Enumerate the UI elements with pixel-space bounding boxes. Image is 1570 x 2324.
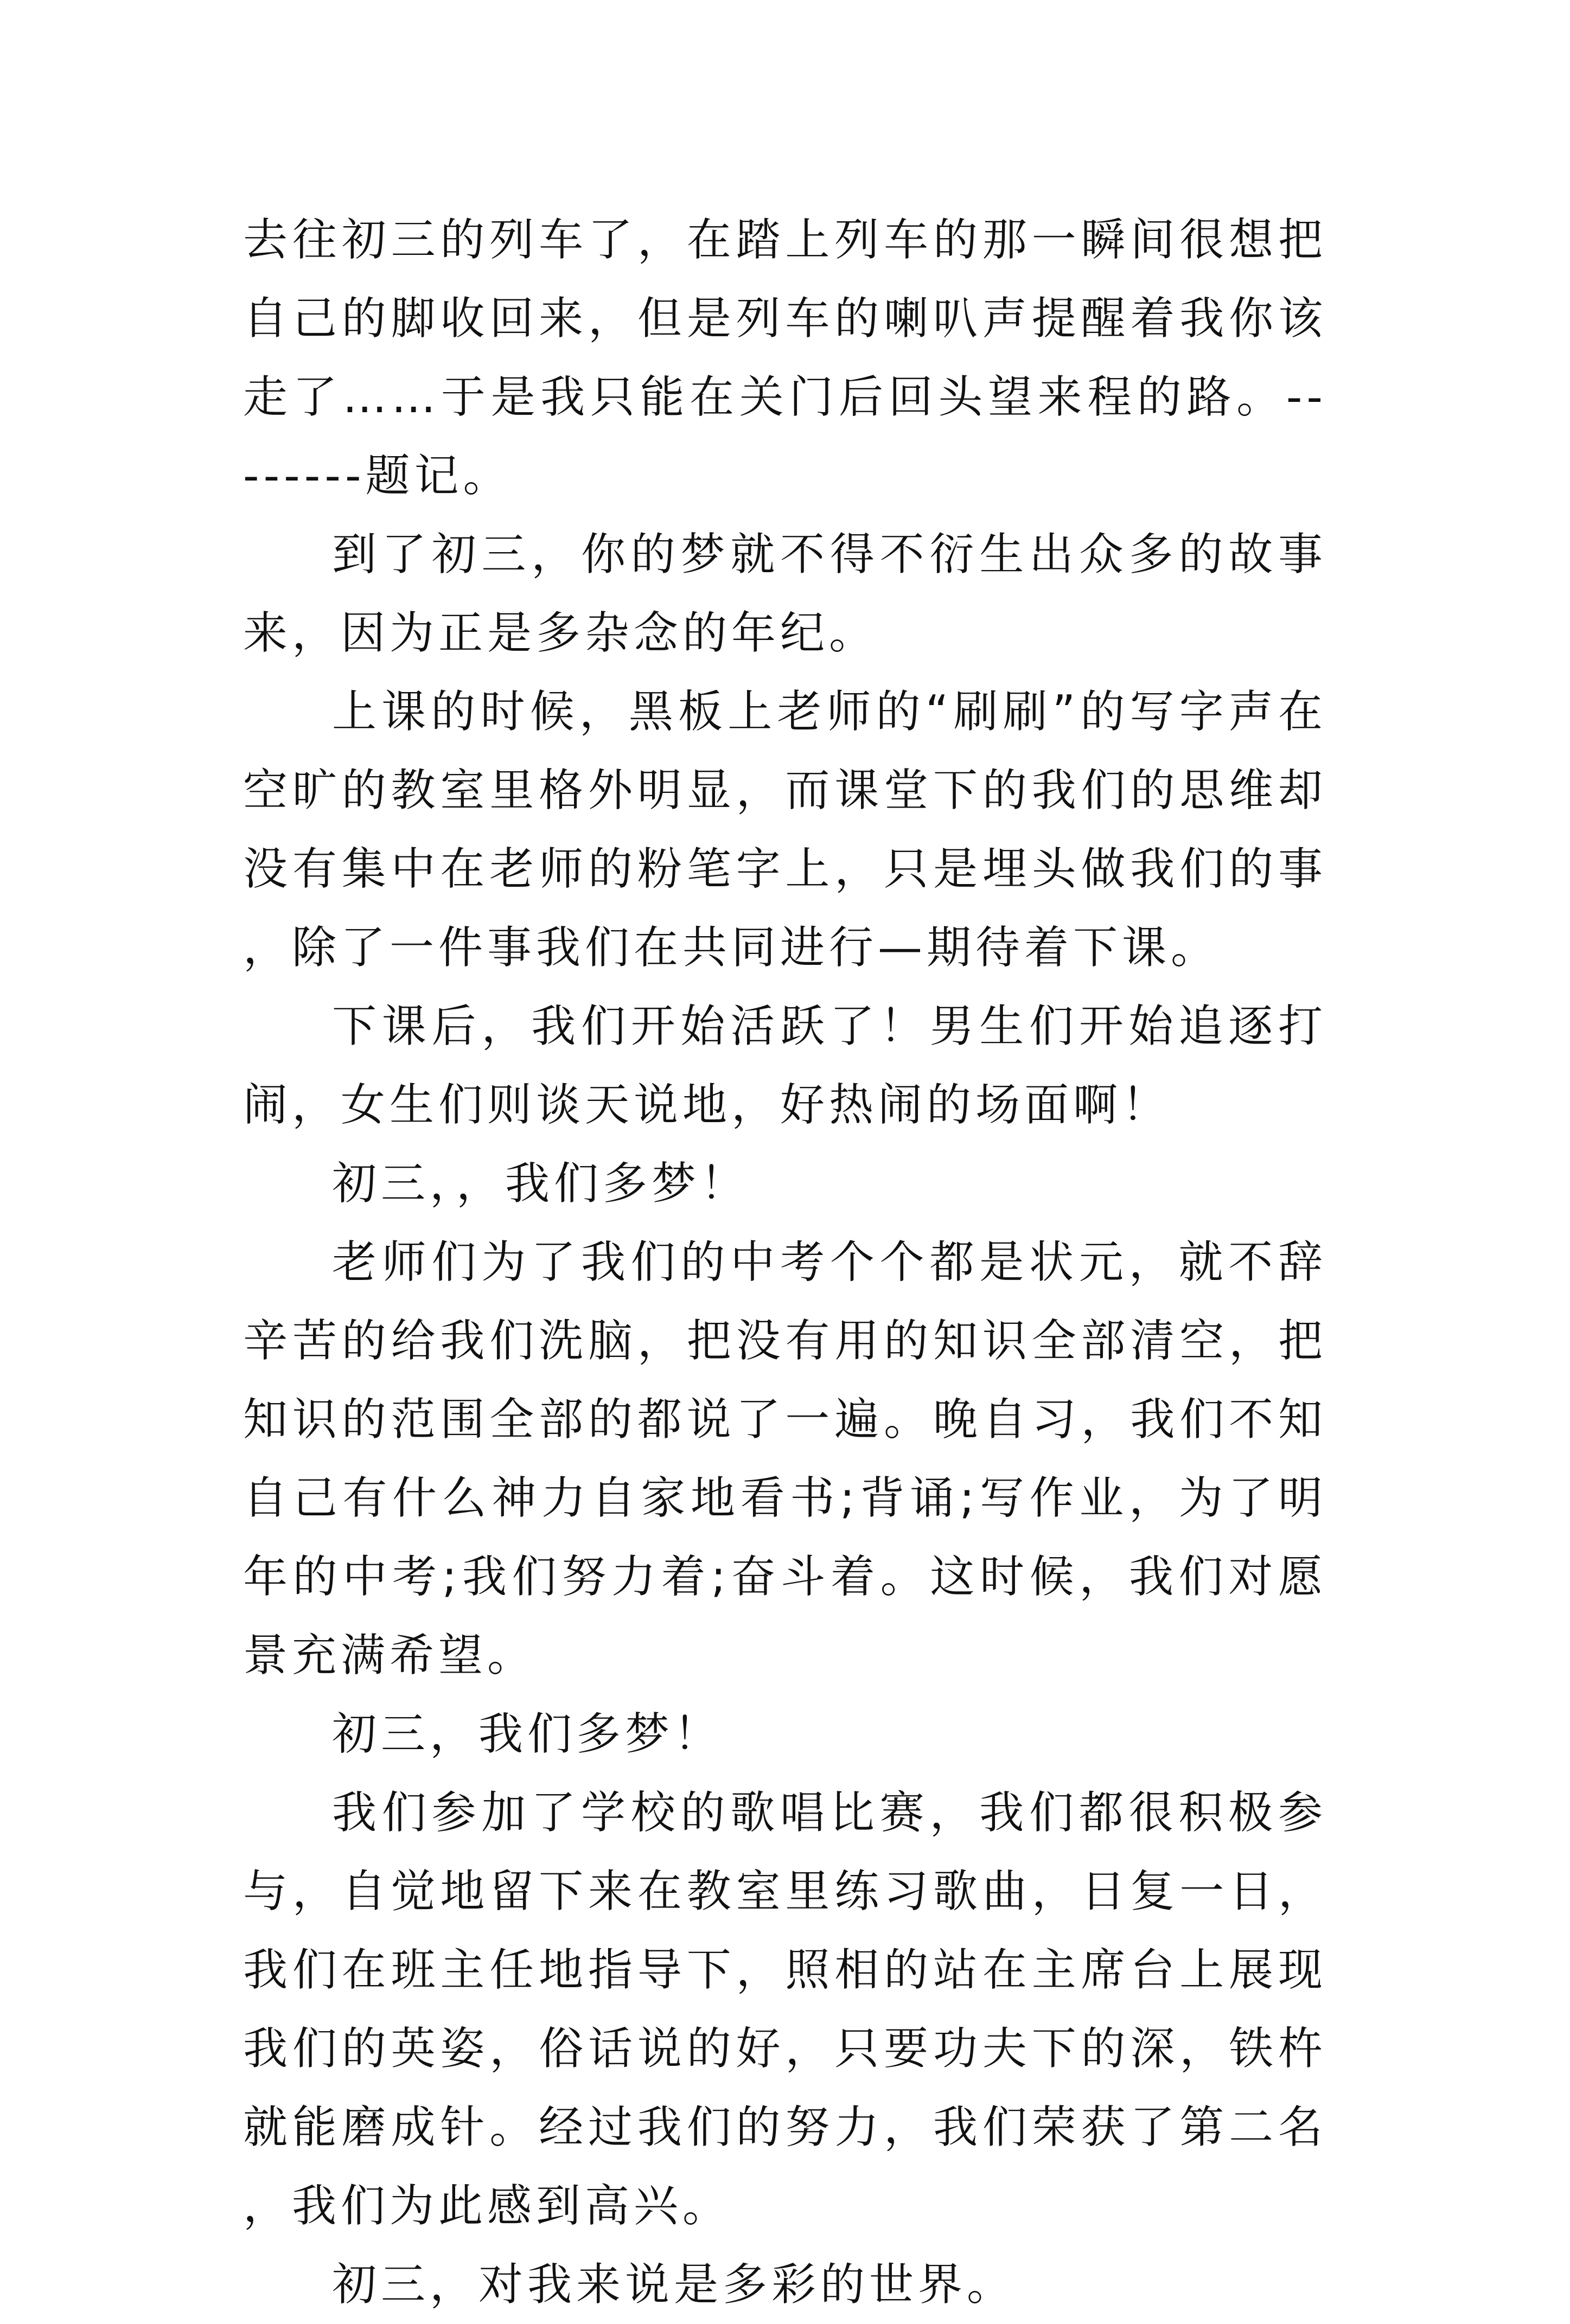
paragraph: 我们参加了学校的歌唱比赛，我们都很积极参与，自觉地留下来在教室里练习歌曲，日复一日，我们在班主任地指导下，照相的站在主席台上展现我们的英姿，俗话说的好，只要功夫下的深，铁杵就能磨成针。经过我们的努力，我们荣获了第二名，我们为此感到高兴。 (243, 1787, 1327, 2232)
paragraph: 初三，对我来说是多彩的世界。 (332, 2259, 1016, 2310)
paragraph: 初三，我们多梦！ (332, 1708, 723, 1760)
paragraph: 下课后，我们开始活跃了！男生们开始追逐打闹，女生们则谈天说地，好热闹的场面啊！ (243, 1001, 1327, 1131)
paragraph: 到了初三，你的梦就不得不衍生出众多的故事来，因为正是多杂念的年纪。 (243, 529, 1327, 659)
paragraph-epigraph: 去往初三的列车了，在踏上列车的那一瞬间很想把自己的脚收回来，但是列车的喇叭声提醒着我你该走了……于是我只能在关门后回头望来程的路。--------题记。 (243, 214, 1327, 502)
paragraph: 老师们为了我们的中考个个都是状元，就不辞辛苦的给我们洗脑，把没有用的知识全部清空，把知识的范围全部的都说了一遍。晚自习，我们不知自己有什么神力自家地看书;背诵;写作业，为了明年的中考;我们努力着;奋斗着。这时候，我们对愿景充满希望。 (243, 1237, 1327, 1681)
paragraph: 上课的时候，黑板上老师的“刷刷”的写字声在空旷的教室里格外明显，而课堂下的我们的思维却没有集中在老师的粉笔字上，只是埋头做我们的事，除了一件事我们在共同进行—期待着下课。 (243, 686, 1327, 974)
document-body (243, 201, 1327, 2324)
paragraph: 初三，，我们多梦！ (332, 1158, 750, 1209)
